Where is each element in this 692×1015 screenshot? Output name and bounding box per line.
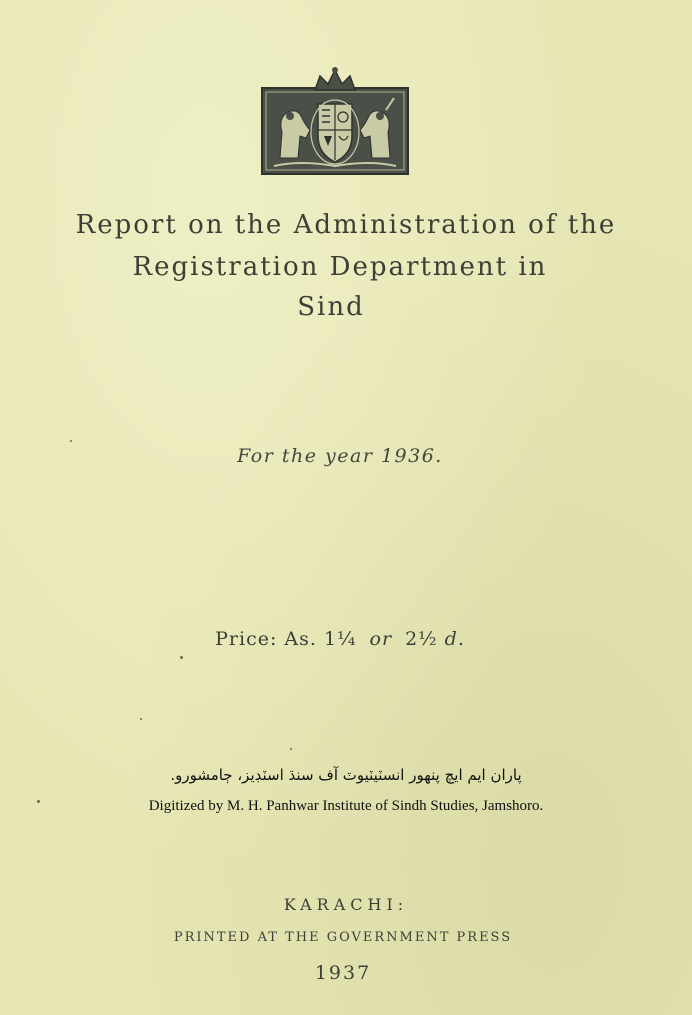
paper-speck bbox=[180, 656, 183, 659]
report-year: For the year 1936. bbox=[237, 445, 443, 467]
price-or: or bbox=[369, 628, 393, 650]
report-title-line-3: Sind bbox=[297, 292, 365, 322]
price-unit: d. bbox=[444, 628, 465, 650]
paper-speck bbox=[290, 748, 292, 750]
paper-speck bbox=[70, 440, 72, 442]
digitization-note-urdu: پاران ايم ايچ پنهور انسٽيٽيوٽ آف سنڌ اسٽڊيز، ڄامشورو. bbox=[170, 766, 522, 784]
price-label: Price: bbox=[215, 628, 278, 650]
paper-speck bbox=[37, 800, 40, 803]
imprint-year: 1937 bbox=[314, 962, 372, 984]
imprint-printer: PRINTED AT THE GOVERNMENT PRESS bbox=[173, 930, 513, 945]
price-amount-pence: 2½ bbox=[405, 628, 438, 650]
digitization-note-english: Digitized by M. H. Panhwar Institute of Sindh Studies, Jamshoro. bbox=[148, 798, 544, 814]
paper-speck bbox=[140, 718, 142, 720]
price-line bbox=[0, 628, 680, 650]
royal-coat-of-arms-icon bbox=[260, 66, 410, 176]
imprint-city: KARACHI: bbox=[283, 895, 409, 914]
price-amount-annas: As. 1¼ bbox=[284, 628, 357, 650]
report-title-line-1: Report on the Administration of the bbox=[75, 210, 617, 240]
report-title-line-2: Registration Department in bbox=[132, 252, 548, 282]
